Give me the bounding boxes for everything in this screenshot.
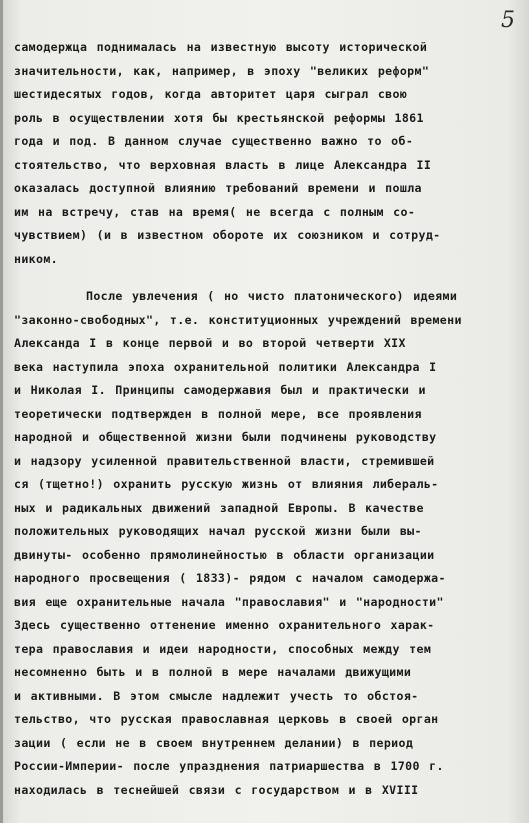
page-edge-shadow [0, 0, 3, 823]
paragraph [14, 285, 514, 802]
text-line: шестидесятых годов, когда авторитет царя сыграл свою [14, 87, 408, 101]
page-number: 5 [501, 8, 515, 33]
text-line: России-Империи- после упразднения патриаршества в 1700 г. [14, 759, 444, 773]
text-line: стоятельство, что верховная власть в лице Александра II [14, 157, 432, 172]
text-line: вия еще охранительные начала "православия" и "народности" [14, 594, 444, 609]
text-line: народной и общественной жизни были подчинены руководству [14, 430, 437, 444]
text-line: века наступила эпоха охранительной политики Александра I [14, 359, 437, 374]
text-line: двинуты- особенно прямолинейностью в области организации [14, 547, 435, 562]
text-line: значительности, как, например, в эпоху "великих реформ" [14, 63, 430, 78]
text-line: и Николая I. Принципы самодержавия был и практически и [14, 383, 426, 397]
text-line: самодержца поднималась на известную высоту исторической [14, 40, 428, 54]
text-line: несомненно быть и в полной в мере началами движущими [14, 665, 412, 679]
text-line: тера православия и идеи народности, способных между тем [14, 641, 432, 656]
text-line: года и под. В данном случае существенно важно то об- [14, 134, 414, 148]
text-line: роль в осуществлении хотя бы крестьянской реформы 1861 [14, 110, 424, 125]
text-line: После увлечения ( но чисто платонического) идеями [86, 289, 458, 303]
paragraph-gap [14, 271, 514, 285]
text-line: ником. [14, 251, 58, 266]
typewritten-text [14, 36, 514, 802]
text-line: оказалась доступной влиянию требований времени и пошла [14, 181, 422, 195]
text-line: чувствием) (и в известном обороте их союзником и сотруд- [14, 228, 441, 242]
text-line: и активными. В этом смысле надлежит учесть то обстоя- [14, 688, 419, 703]
text-line: "законно-свободных", т.е. конституционных учреждений времени [14, 312, 462, 327]
text-line: им на встречу, став на время( не всегда с полным со- [14, 204, 416, 219]
text-line: ся (тщетно!) охранить русскую жизнь от влияния либераль- [14, 477, 439, 491]
text-line: Александа I в конце первой и во второй четверти XIX [14, 336, 406, 350]
text-line: народного просвещения ( 1833)- рядом с началом самодержа- [14, 571, 446, 585]
text-line: положительных руководящих начал русской жизни были вы- [14, 524, 422, 538]
text-line: тельство, что русская православная церковь в своей орган [14, 712, 439, 726]
text-line: находилась в теснейшей связи с государством и в XVIII [14, 782, 419, 797]
text-line: Здесь существенно оттенение именно охранительного харак- [14, 618, 435, 632]
paragraph [14, 36, 514, 271]
text-line: теоретически подтвержден в полной мере, все проявления [14, 406, 422, 421]
text-line: и надзору усиленной правительственной власти, стремившей [14, 453, 435, 468]
text-line: ных и радикальных движений западной Европы. В качестве [14, 500, 424, 515]
text-line: зации ( если не в своем внутреннем делании) в период [14, 735, 414, 750]
